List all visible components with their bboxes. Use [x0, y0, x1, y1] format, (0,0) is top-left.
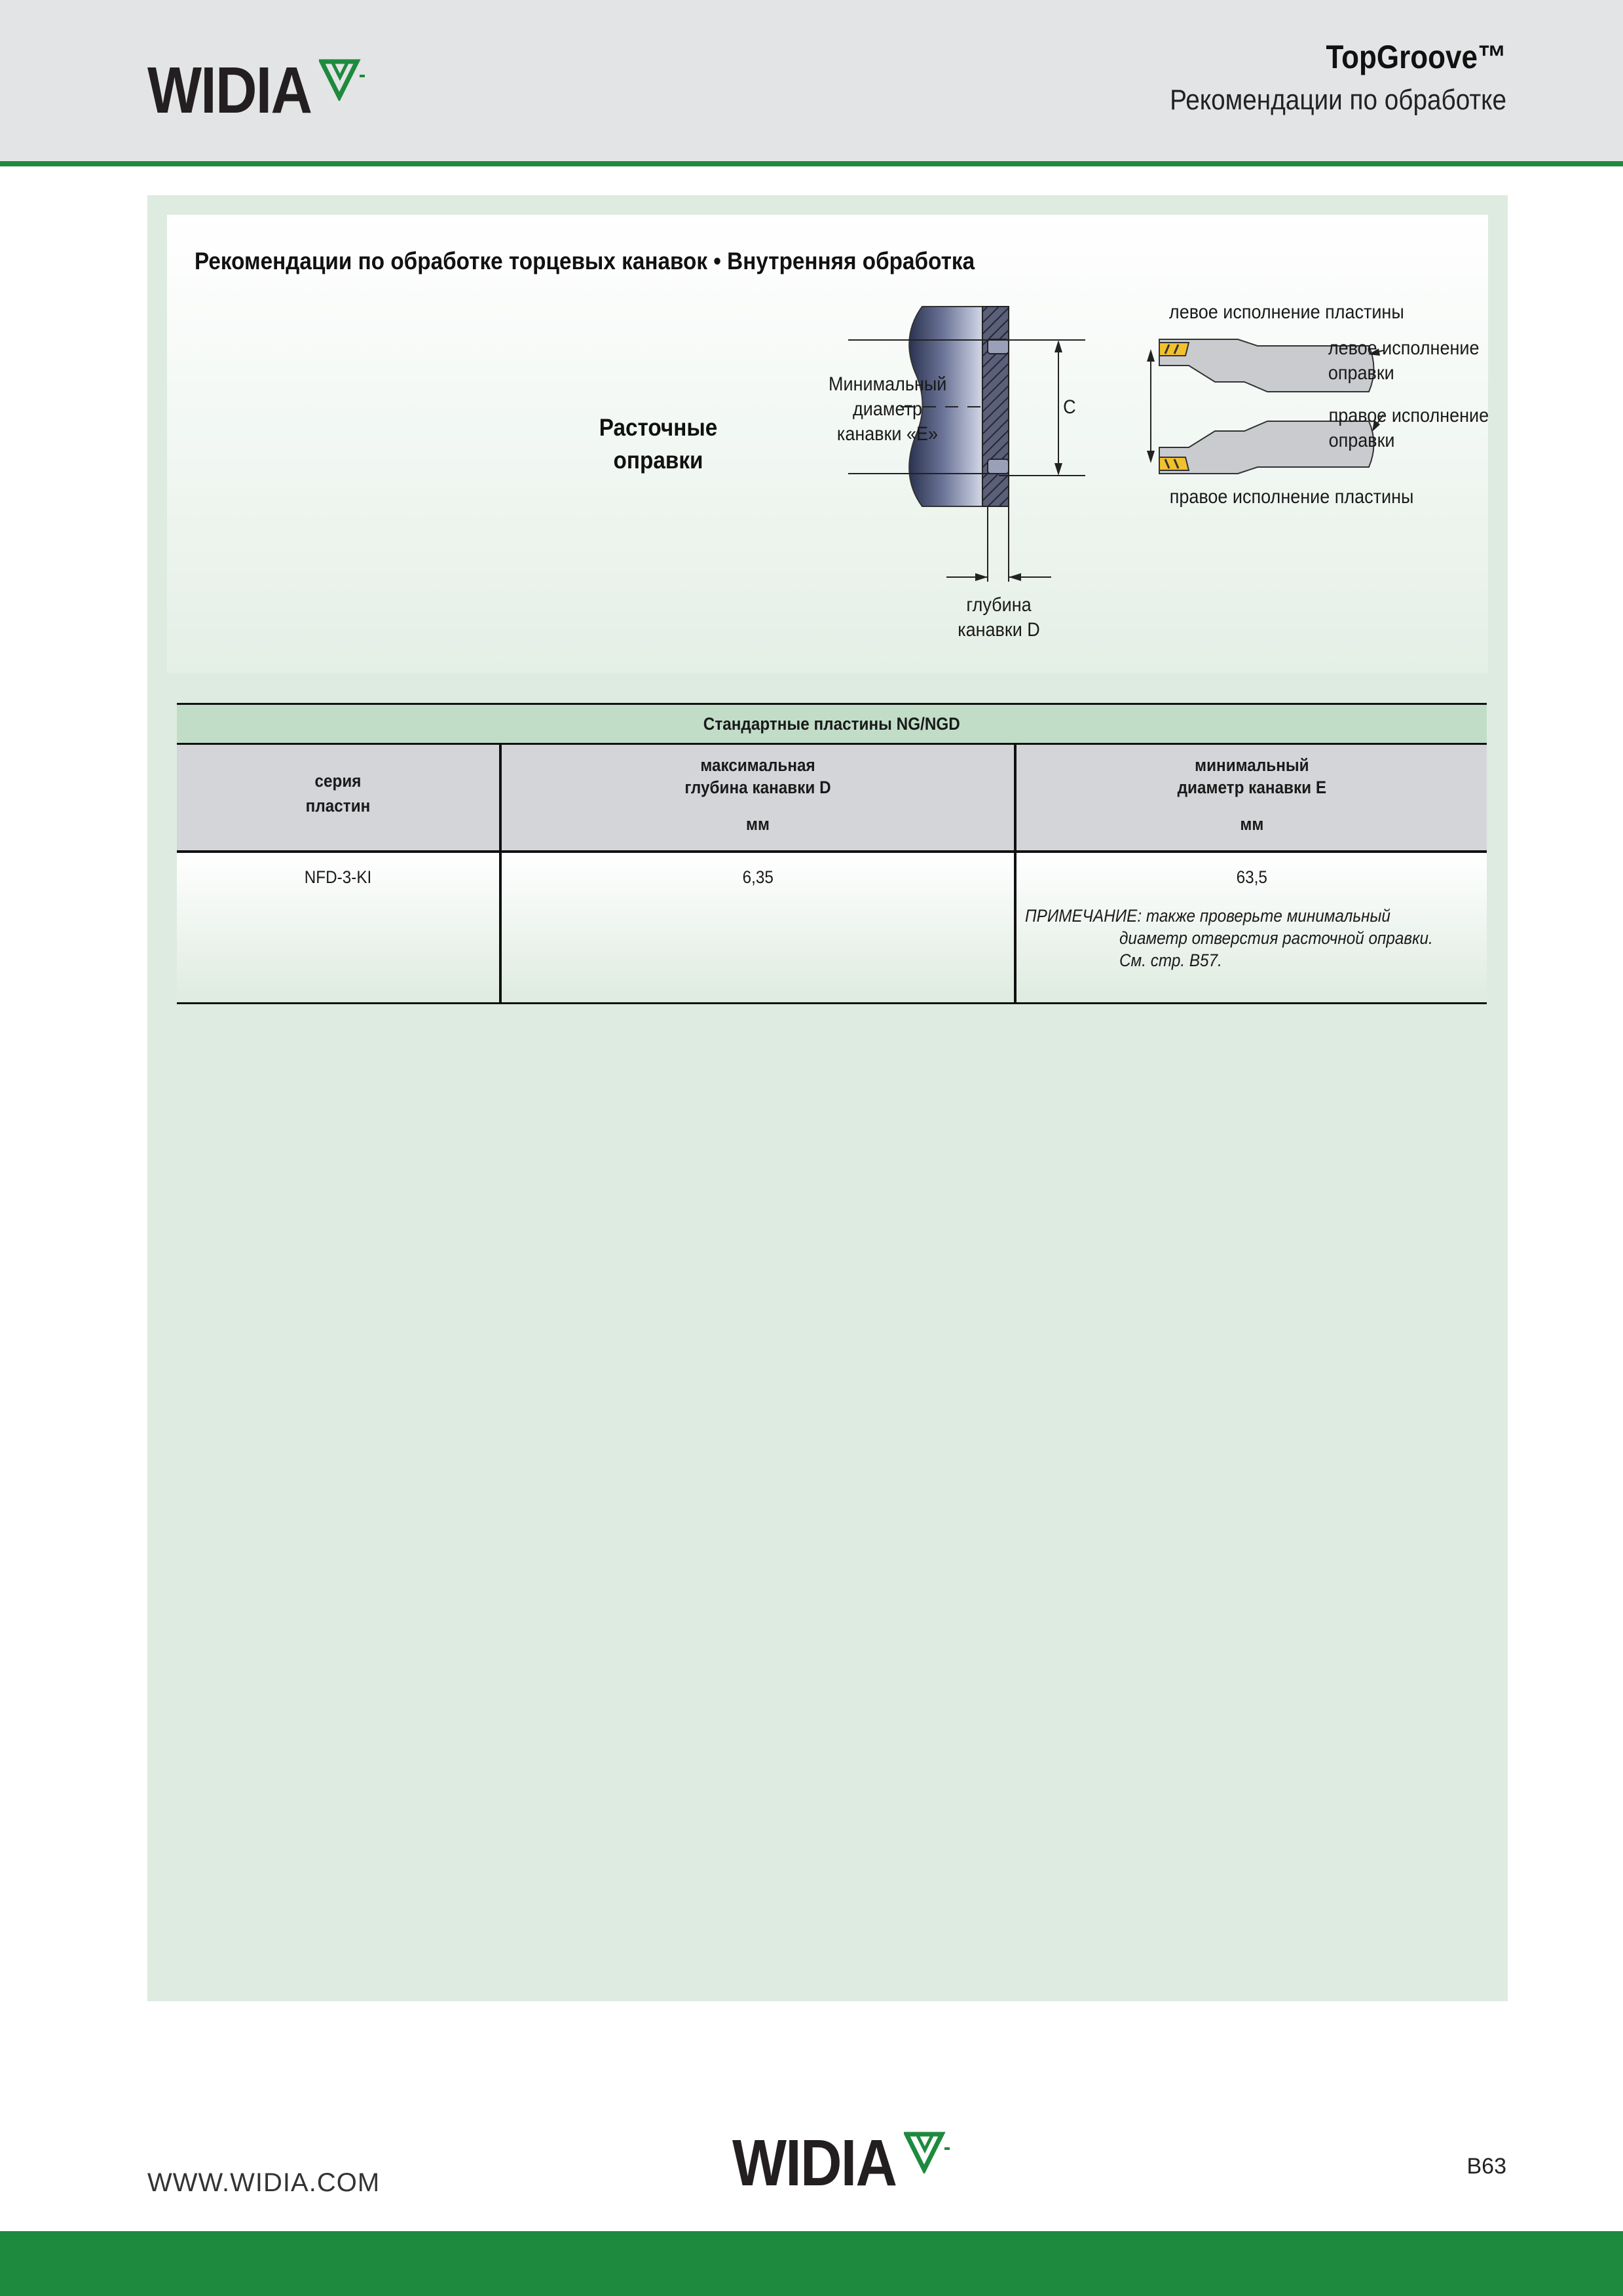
groove-bottom	[988, 459, 1009, 474]
page-number: B63	[1466, 2154, 1506, 2179]
table-note: ПРИМЕЧАНИЕ: также проверьте минимальный диаметр отверстия расточной оправки. См. стр. B57.	[1025, 906, 1433, 970]
right-holder-label: правое исполнение оправки	[1328, 405, 1489, 451]
insert-table	[177, 703, 1487, 1004]
groove-top	[988, 339, 1009, 354]
website-link[interactable]: WWW.WIDIA.COM	[147, 2168, 381, 2197]
min-diameter-label: Минимальный диаметр канавки «E»	[829, 373, 947, 445]
groove-depth-label: глубина канавки D	[958, 594, 1040, 641]
boring-bars-label: Расточные оправки	[599, 414, 718, 474]
left-insert-label: левое исполнение пластины	[1168, 301, 1404, 323]
logo-wordmark: WIDIA	[147, 54, 312, 127]
c-dimension-label: C	[1063, 396, 1076, 418]
header-min-diameter: минимальный диаметр канавки E мм	[1015, 744, 1487, 852]
table-caption: Стандартные пластины NG/NGD	[177, 704, 1487, 744]
widia-triangle-icon	[319, 58, 365, 101]
footer-bar	[0, 2231, 1623, 2296]
right-insert-label: правое исполнение пластины	[1169, 486, 1414, 508]
header-series: серия пластин	[177, 744, 500, 852]
section-title: Рекомендации по обработке торцевых канавок • Внутренняя обработка	[195, 248, 975, 274]
cell-max-depth: 6,35	[500, 852, 1015, 1004]
cell-min-diameter: 63,5 ПРИМЕЧАНИЕ: также проверьте минимальный диаметр отверстия расточной оправки. См. стр. B57.	[1015, 852, 1487, 1004]
header-max-depth: максимальная глубина канавки D мм	[500, 744, 1015, 852]
table-row	[177, 852, 1487, 1004]
content-panel	[147, 195, 1508, 2001]
workpiece-section	[982, 307, 1009, 506]
face-grooving-diagram	[167, 215, 1488, 673]
widia-triangle-icon	[904, 2130, 950, 2174]
header-divider	[0, 161, 1623, 166]
diagram-area	[167, 215, 1488, 673]
footer-logo	[732, 2126, 950, 2200]
product-name: TopGroove™	[1326, 39, 1506, 75]
widia-logo	[147, 54, 365, 127]
left-holder-label: левое исполнение оправки	[1328, 337, 1480, 384]
footer-logo-wordmark: WIDIA	[732, 2126, 897, 2200]
page-subtitle: Рекомендации по обработке	[1170, 84, 1506, 116]
page-header	[0, 0, 1623, 161]
cell-series: NFD-3-KI	[177, 852, 500, 1004]
